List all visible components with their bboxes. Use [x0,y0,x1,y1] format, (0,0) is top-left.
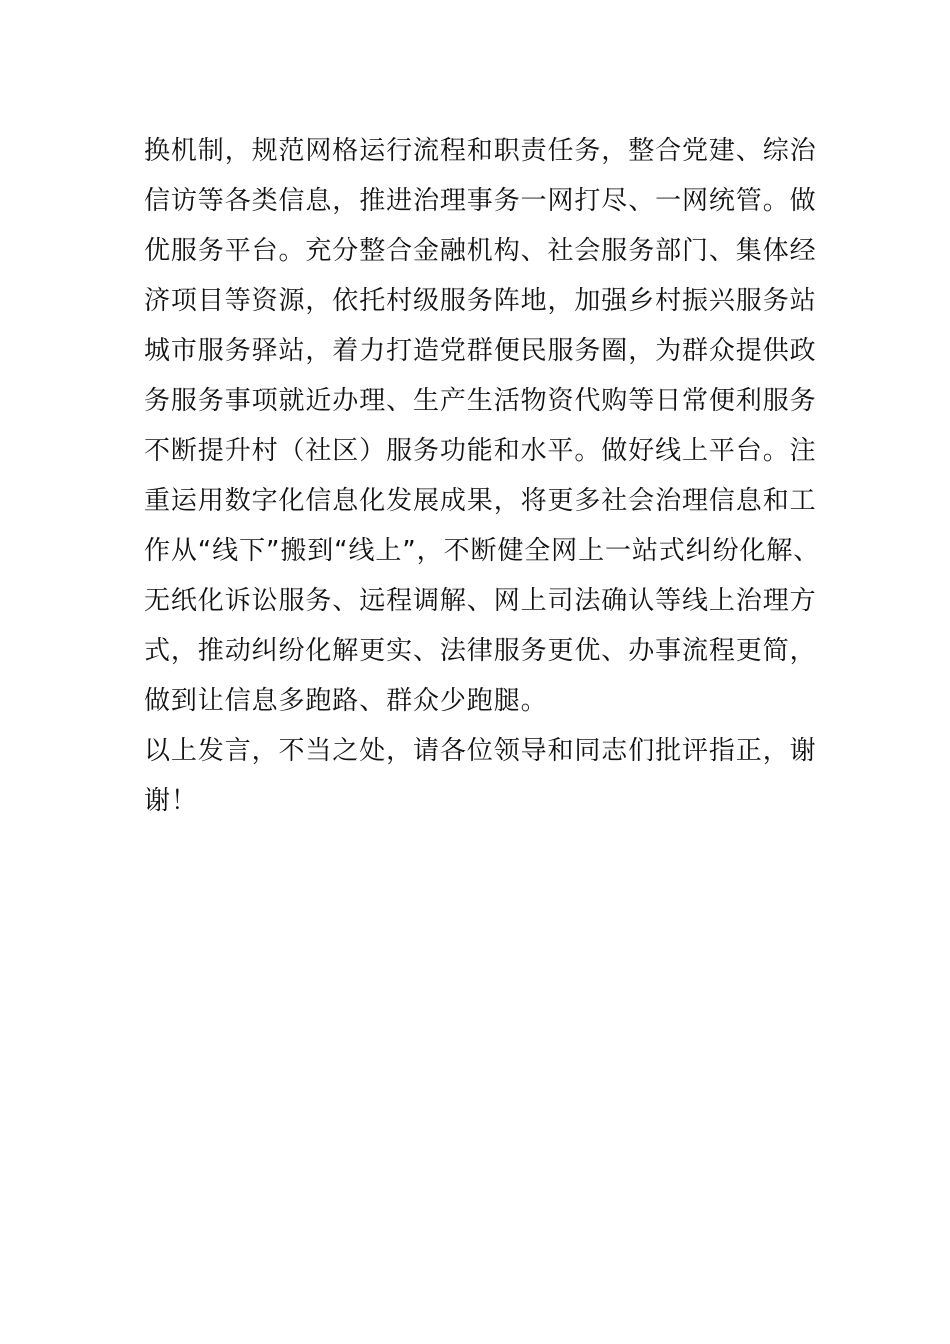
document-body [144,126,821,826]
text-line: 务服务事项就近办理、生产生活物资代购等日常便利服务 [144,386,817,416]
text-line: 济项目等资源，依托村级服务阵地，加强乡村振兴服务站 [144,286,817,316]
closing-line: 谢！ [144,786,198,816]
text-line: 信访等各类信息，推进治理事务一网打尽、一网统管。做 [144,186,817,216]
text-line: 式，推动纠纷化解更实、法律服务更优、办事流程更简， [144,636,817,666]
text-line: 换机制，规范网格运行流程和职责任务，整合党建、综治 [144,136,817,166]
text-line: 不断提升村（社区）服务功能和水平。做好线上平台。注 [144,436,817,466]
text-line: 优服务平台。充分整合金融机构、社会服务部门、集体经 [144,236,817,266]
text-line: 做到让信息多跑路、群众少跑腿。 [144,686,548,716]
text-line: 城市服务驿站，着力打造党群便民服务圈，为群众提供政 [144,336,817,366]
closing-line: 以上发言，不当之处，请各位领导和同志们批评指正，谢 [144,736,817,766]
text-line: 重运用数字化信息化发展成果，将更多社会治理信息和工 [144,486,817,516]
text-line: 无纸化诉讼服务、远程调解、网上司法确认等线上治理方 [144,586,817,616]
text-line: 作从“线下”搬到“线上”，不断健全网上一站式纠纷化解、 [144,536,821,566]
